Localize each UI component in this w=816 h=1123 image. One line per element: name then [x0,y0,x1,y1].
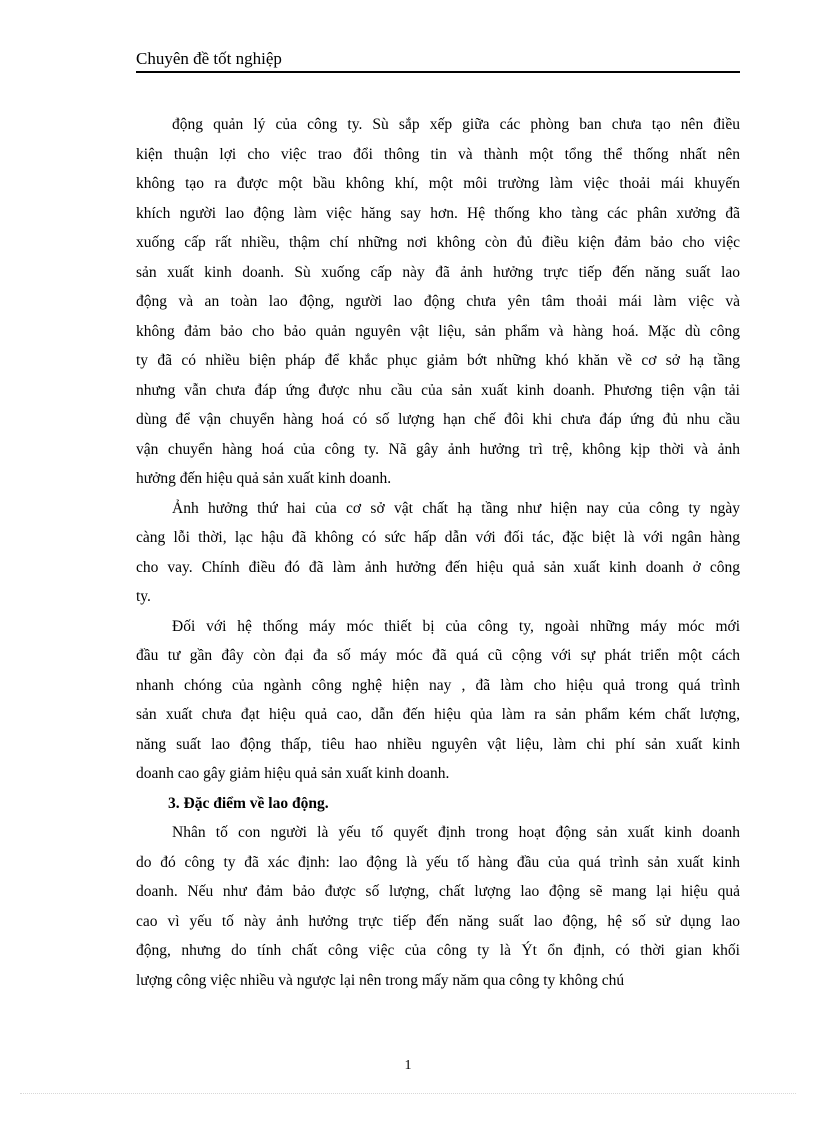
page-number: 1 [404,1058,412,1073]
text-line: động quản lý của công ty. Sù sắp xếp giữa các phòng ban chưa tạo nên điều [172,116,740,133]
document-body [136,110,740,995]
text-line: doanh cao gây giảm hiệu quả sản xuất kinh doanh. [136,765,450,782]
text-line: không đảm bảo cho bảo quản nguyên vật liệu, sản phẩm và hàng hoá. Mặc dù công [136,322,740,340]
text-line: đầu tư gần đây còn đại đa số máy móc đã quá cũ cộng với sự phát triển một cách [136,647,740,664]
text-line: doanh. Nếu như đảm bảo được số lượng, chất lượng lao động sẽ mang lại hiệu quả [136,883,740,900]
text-line: ty đã có nhiều biện pháp để khắc phục giảm bớt những khó khăn về cơ sở hạ tầng [136,352,740,369]
text-line: hưởng đến hiệu quả sản xuất kinh doanh. [136,470,392,487]
text-line: năng suất lao động thấp, tiêu hao nhiều nguyên vật liệu, làm chi phí sản xuất kinh [136,735,740,753]
text-line: do đó công ty đã xác định: lao động là yếu tố hàng đầu của quá trình sản xuất kinh [136,853,740,871]
text-line: nhanh chóng của ngành công nghệ hiện nay , đã làm cho hiệu quả trong quá trình [136,676,740,694]
text-line: vận chuyển hàng hoá của công ty. Nã gây ảnh hưởng trì trệ, không kịp thời và ảnh [136,440,740,458]
header-title: Chuyên đề tốt nghiệp [136,49,282,68]
text-line: Ảnh hưởng thứ hai của cơ sở vật chất hạ tầng như hiện nay của công ty ngày [172,499,740,517]
section-heading: 3. Đặc điểm về lao động. [168,794,329,812]
text-line: động và an toàn lao động, người lao động chưa yên tâm thoải mái làm việc và [136,293,740,310]
text-line: Nhân tố con người là yếu tố quyết định trong hoạt động sản xuất kinh doanh [172,824,740,841]
text-line: khích người lao động làm việc hăng say hơn. Hệ thống kho tàng các phân xưởng đã [136,204,740,222]
text-line: cho vay. Chính điều đó đã làm ảnh hưởng đến hiệu quả sản xuất kinh doanh ở công [136,558,740,576]
text-line: nhưng vẫn chưa đáp ứng được nhu cầu của sản xuất kinh doanh. Phương tiện vận tải [136,381,740,399]
text-line: động, nhưng do tính chất công việc của công ty là Ýt ổn định, có thời gian khối [136,942,740,959]
text-line: ty. [136,588,151,605]
text-line: dùng để vận chuyển hàng hoá có số lượng hạn chế đôi khi chưa đáp ứng đủ nhu cầu [136,411,740,428]
page-header [136,49,740,73]
text-line: sản xuất kinh doanh. Sù xuống cấp này đã ảnh hưởng trực tiếp đến năng suất lao [136,263,740,281]
text-line: Đối với hệ thống máy móc thiết bị của công ty, ngoài những máy móc mới [172,617,740,635]
text-line: lượng công việc nhiều và ngược lại nên trong mấy năm qua công ty không chú [136,971,625,989]
page-edge-divider [20,1093,796,1094]
text-line: kiện thuận lợi cho việc trao đổi thông tin và thành một tổng thể thống nhất nên [136,145,740,163]
text-line: xuống cấp rất nhiều, thậm chí những nơi không còn đủ điều kiện đảm bảo cho việc [136,234,740,251]
text-line: không tạo ra được một bầu không khí, một môi trường làm việc thoải mái khuyến [136,175,740,192]
text-line: sản xuất chưa đạt hiệu quả cao, dẫn đến hiệu qủa làm ra sản phẩm kém chất lượng, [136,706,740,723]
text-line: cao vì yếu tố này ảnh hưởng trực tiếp đến năng suất lao động, hệ số sử dụng lao [136,912,740,930]
text-line: càng lỗi thời, lạc hậu đã không có sức hấp dẫn với đối tác, đặc biệt là với ngân hàng [136,529,740,546]
